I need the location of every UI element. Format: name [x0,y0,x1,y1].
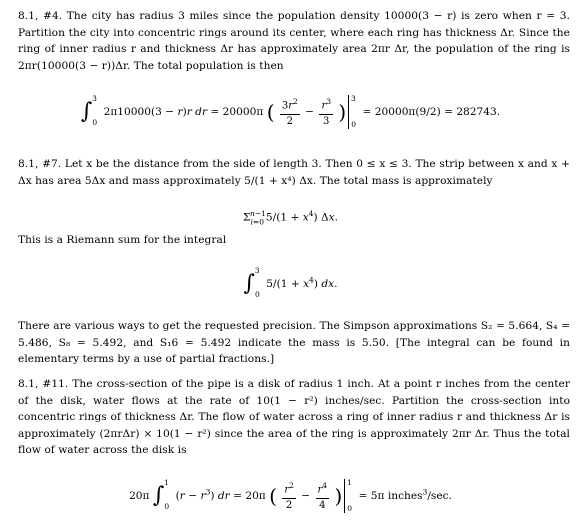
problem-7-sum: $\Sigma_{i=0}^{n-1}5/(1 + x^4)$ Δx. [243,209,338,227]
problem-11-text: 8.1, #11. The cross-section of the pipe is a disk of radius 1 inch. At a point r inches from the center of the disk, water flows at the rate of 10(1 − r²) inches/sec. Partition the cross-section into concentric rings of thickness Δr. The flow of water across a ring of inner radius r and thickness Δr is approximately (2πrΔr) × 10(1 − r²) since the area of the ring is approximately 2πr Δr. Thus the total flow of water across the disk is [18,378,570,457]
problem-7-text: 8.1, #7. Let x be the distance from the side of length 3. Then 0 ≤ x ≤ 3. The strip between x and x + Δx has area 5Δx and mass approximately 5/(1 + x⁴) Δx. The total mass is approximately [18,158,570,187]
problem-11-equation: 20π $\int_0^1$ $(r - r^3)$ dr = 20π ( $\frac{r^2}{2}$ − $\frac{r^4}{4}$ )$_0^1 = 5\pi$ inches$^3$/sec. [129,478,452,513]
problem-7-integral: $\int_0^3$ $5/(1 + x^4)$ dx. [243,266,338,299]
problem-4-text: 8.1, #4. The city has radius 3 miles since the population density 10000(3 − r) is zero when r = 3. Partition the city into concentric rings around its center, where each ring has thickness Δr. Since the ring of inner radius r and thickness Δr has approximately area 2πr Δr, the population of the ring is 2πr(10000(3 − r))Δr. The total population is then [18,10,570,72]
problem-4-equation: $\int_0^3$ 2π10000(3 − r)r dr = 20000π ( $\frac{3r^2}{2}$ − $\frac{r^3}{3}$ )$_0^3 = 20000\pi(9/2) = 282743$. [80,94,501,129]
problem-7-riemann: This is a Riemann sum for the integral [18,234,227,246]
problem-7-precision: There are various ways to get the requested precision. The Simpson approximations S₂ = 5.664, S₄ = 5.486, S₈ = 5.492, and S₁6 = 5.492 indicate the mass is 5.50. [The integral can be found in elementary terms by a use of partial fractions.] [18,320,570,366]
